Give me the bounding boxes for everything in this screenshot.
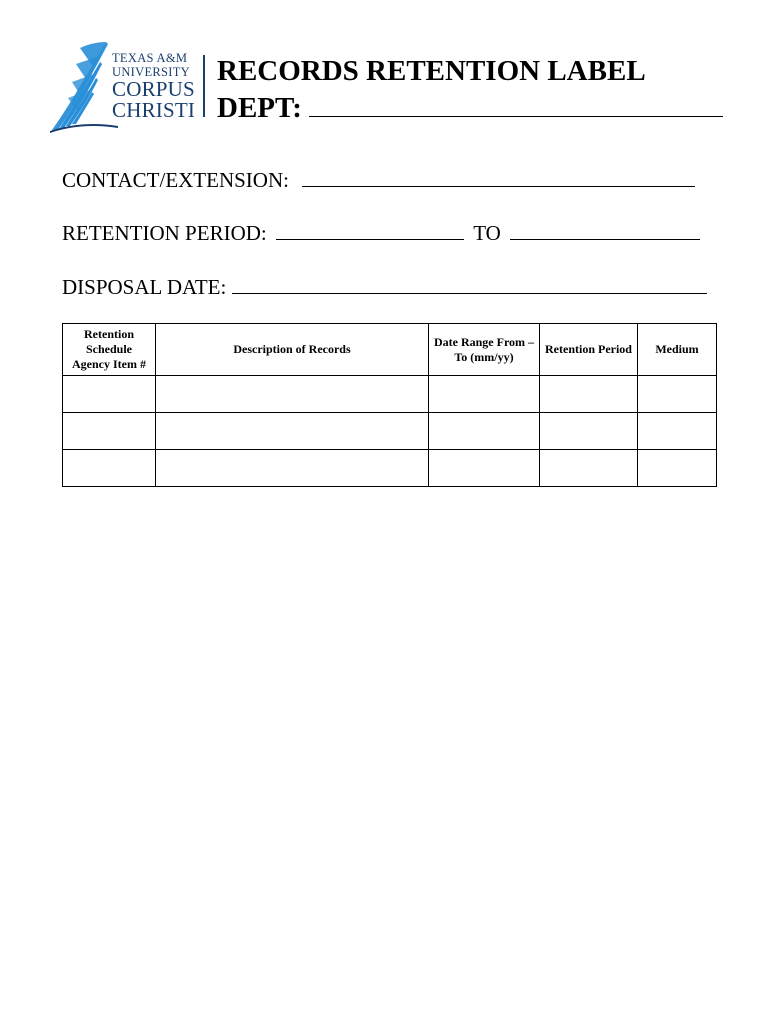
header-retention-period: Retention Period <box>540 324 638 376</box>
table-row <box>63 450 717 487</box>
cell-date-range[interactable] <box>429 450 540 487</box>
disposal-field[interactable] <box>232 273 707 294</box>
disposal-row <box>62 273 707 300</box>
disposal-label: DISPOSAL DATE: <box>62 275 227 299</box>
cell-description[interactable] <box>156 450 429 487</box>
table-row <box>63 376 717 413</box>
cell-agency-item[interactable] <box>63 376 156 413</box>
retention-from-field[interactable] <box>276 219 464 240</box>
logo-wordmark <box>112 52 195 121</box>
cell-retention-period[interactable] <box>540 413 638 450</box>
cell-medium[interactable] <box>638 413 717 450</box>
header-agency-item: Retention Schedule Agency Item # <box>63 324 156 376</box>
retention-row <box>62 219 700 246</box>
header-date-range: Date Range From –To (mm/yy) <box>429 324 540 376</box>
logo-line-4: CHRISTI <box>112 98 196 122</box>
title-line: RECORDS RETENTION LABEL <box>217 55 646 87</box>
cell-medium[interactable] <box>638 450 717 487</box>
header-medium: Medium <box>638 324 717 376</box>
university-logo <box>50 38 200 134</box>
cell-retention-period[interactable] <box>540 450 638 487</box>
logo-line-3: CORPUS <box>112 77 195 101</box>
retention-to-field[interactable] <box>510 219 700 240</box>
page-title <box>217 54 723 125</box>
to-label: TO <box>473 221 501 245</box>
contact-label: CONTACT/EXTENSION: <box>62 168 289 192</box>
retention-label: RETENTION PERIOD: <box>62 221 267 245</box>
table-row <box>63 413 717 450</box>
records-table <box>62 323 717 487</box>
cell-agency-item[interactable] <box>63 450 156 487</box>
contact-row <box>62 166 695 193</box>
cell-medium[interactable] <box>638 376 717 413</box>
dept-line <box>217 88 723 125</box>
logo-divider <box>203 55 205 117</box>
logo-line-2: UNIVERSITY <box>112 64 190 79</box>
table-header-row <box>63 324 717 376</box>
cell-retention-period[interactable] <box>540 376 638 413</box>
contact-field[interactable] <box>302 166 695 187</box>
cell-date-range[interactable] <box>429 376 540 413</box>
dept-field[interactable] <box>309 88 723 117</box>
dept-label: DEPT: <box>217 92 302 124</box>
sail-icon <box>50 38 120 134</box>
logo-line-1: TEXAS A&M <box>112 51 188 65</box>
cell-description[interactable] <box>156 376 429 413</box>
cell-date-range[interactable] <box>429 413 540 450</box>
cell-description[interactable] <box>156 413 429 450</box>
header-description: Description of Records <box>156 324 429 376</box>
cell-agency-item[interactable] <box>63 413 156 450</box>
